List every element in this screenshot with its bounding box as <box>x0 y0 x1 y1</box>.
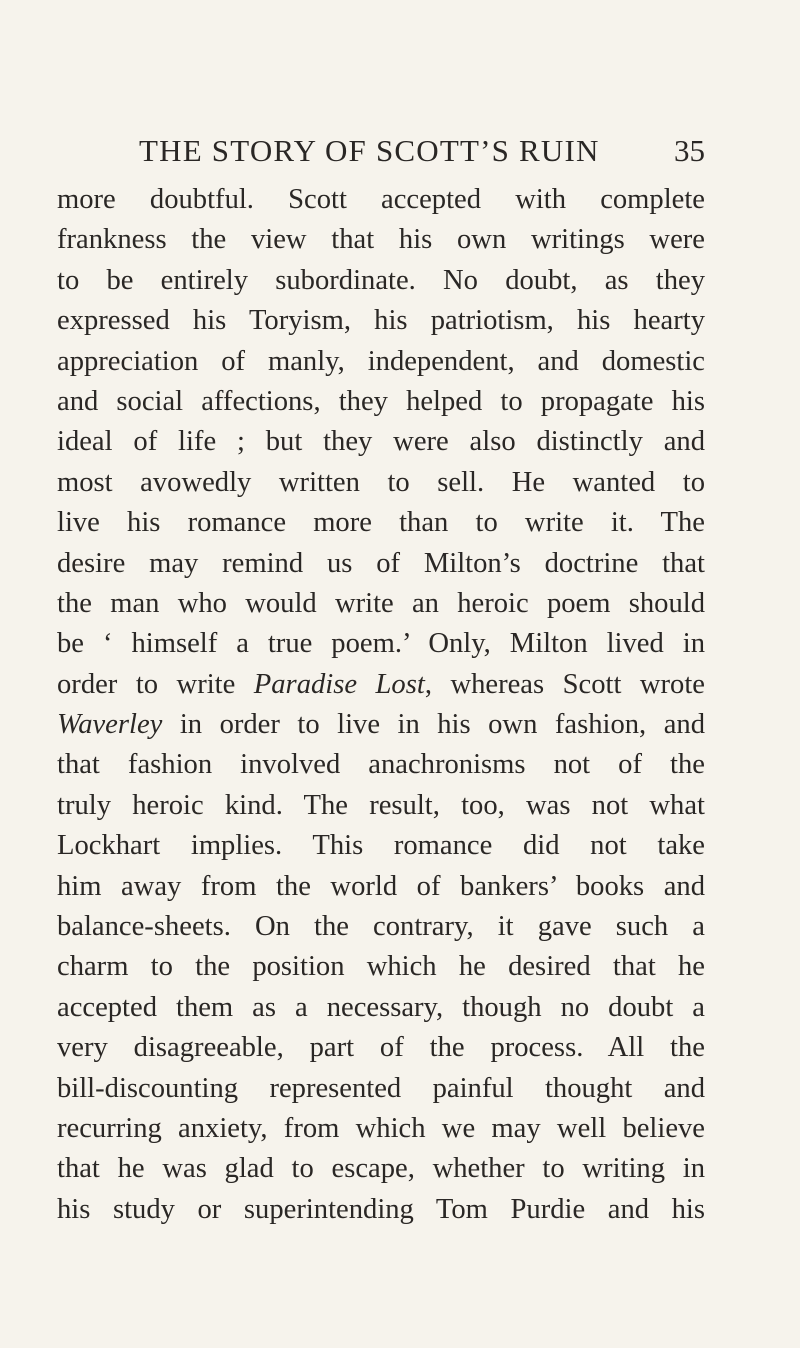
text-line: appreciation of manly, independent, and domestic <box>57 345 705 377</box>
text-line: be ‘ himself a true poem.’ Only, Milton lived in <box>57 628 705 660</box>
text-line: more doubtful. Scott accepted with complete <box>57 184 705 215</box>
text-line: to be entirely subordinate. No doubt, as they <box>57 264 705 296</box>
text-line: order to write Paradise Lost, whereas Scott wrote <box>57 668 705 700</box>
text-line: ideal of life ; but they were also distinctly and <box>57 426 705 458</box>
text-line: bill-discounting represented painful thought and <box>57 1072 705 1104</box>
text-line: balance-sheets. On the contrary, it gave such a <box>57 911 705 943</box>
italic-title: Paradise Lost <box>253 668 425 700</box>
text-line: the man who would write an heroic poem should <box>57 587 705 619</box>
running-head: THE STORY OF SCOTT’S RUIN <box>139 133 600 168</box>
text-line: desire may remind us of Milton’s doctrine that <box>57 547 705 579</box>
text-line: expressed his Toryism, his patriotism, his hearty <box>57 305 705 337</box>
text-line: most avowedly written to sell. He wanted to <box>57 466 705 498</box>
text-line: Lockhart implies. This romance did not take <box>57 830 705 862</box>
text-line: that he was glad to escape, whether to writing in <box>57 1153 705 1185</box>
text-line: accepted them as a necessary, though no doubt a <box>57 991 705 1023</box>
text-line: live his romance more than to write it. The <box>57 507 705 539</box>
page-number: 35 <box>674 133 705 168</box>
italic-title: Waverley <box>57 709 163 741</box>
text-line: and social affections, they helped to propagate his <box>57 385 705 417</box>
text-line: charm to the position which he desired that he <box>57 951 705 983</box>
page-header <box>139 131 705 171</box>
text-line: him away from the world of bankers’ books and <box>57 870 705 902</box>
text-line: his study or superintending Tom Purdie and his <box>57 1193 705 1225</box>
text-line: frankness the view that his own writings were <box>57 224 705 256</box>
text-line: very disagreeable, part of the process. All the <box>57 1032 705 1064</box>
body-text <box>57 180 705 1230</box>
text-line: Waverley in order to live in his own fashion, and <box>57 709 705 741</box>
text-line: truly heroic kind. The result, too, was not what <box>57 789 705 821</box>
text-line: that fashion involved anachronisms not of the <box>57 749 705 781</box>
text-line: recurring anxiety, from which we may well believe <box>57 1112 705 1144</box>
